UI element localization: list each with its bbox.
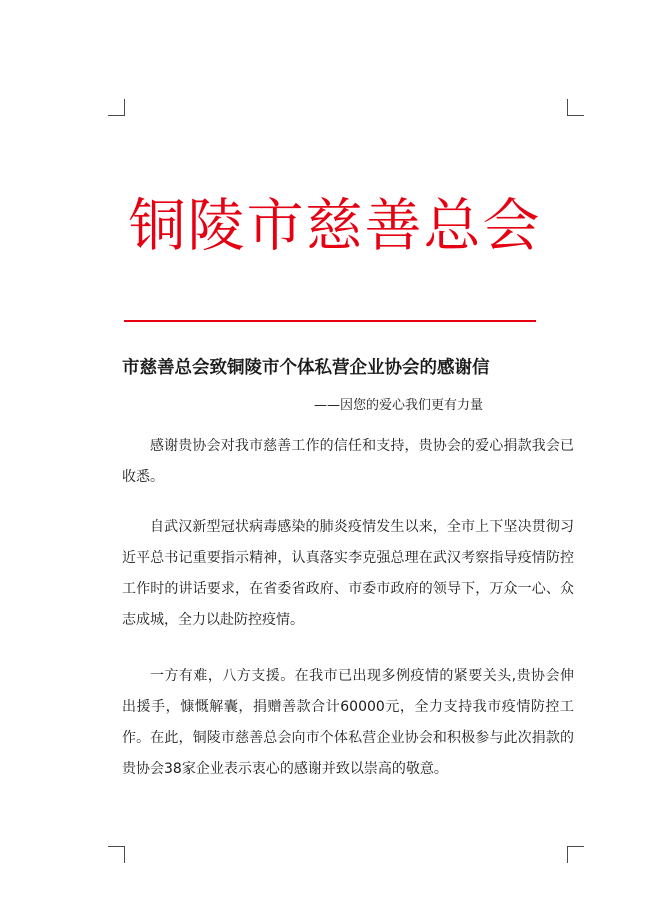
letter-subtitle: ——因您的爱心我们更有力量 — [314, 398, 484, 413]
crop-mark-top-right — [567, 99, 584, 116]
body-paragraph-3: 一方有难，八方支援。在我市已出现多例疫情的紧要关头,贵协会伸出援手，慷慨解囊，捐赠善款合计60000元，全力支持我市疫情防控工作。在此，铜陵市慈善总会向市个体私营企业协会和积极参与此次捐款的贵协会38家企业表示衷心的感谢并致以崇高的敬意。 — [122, 668, 574, 777]
body-paragraph-2: 自武汉新型冠状病毒感染的肺炎疫情发生以来，全市上下坚决贯彻习近平总书记重要指示精神，认真落实李克强总理在武汉考察指导疫情防控工作时的讲话要求，在省委省政府、市委市政府的领导下，万众一心、众志成城，全力以赴防控疫情。 — [122, 519, 574, 628]
crop-mark-bottom-left — [108, 846, 125, 863]
org-header-title: 铜陵市慈善总会 — [128, 193, 542, 259]
crop-mark-bottom-right — [567, 846, 584, 863]
body-paragraph-1: 感谢贵协会对我市慈善工作的信任和支持，贵协会的爱心捐款我会已收悉。 — [122, 438, 574, 485]
crop-mark-top-left — [108, 99, 125, 116]
letter-title: 市慈善总会致铜陵市个体私营企业协会的感谢信 — [122, 358, 490, 378]
red-header-rule — [124, 320, 536, 322]
